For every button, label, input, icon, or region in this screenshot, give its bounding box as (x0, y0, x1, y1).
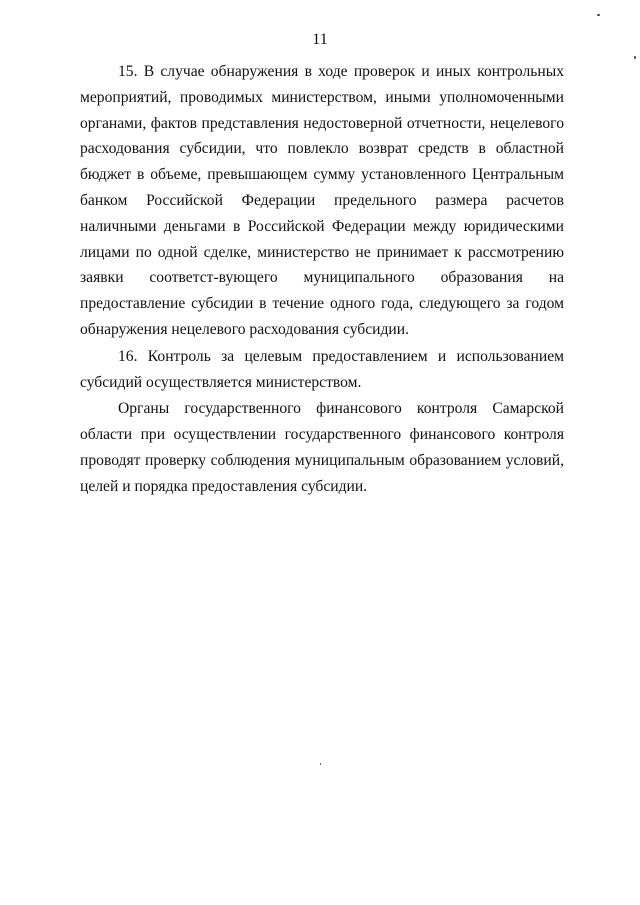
scan-speck (597, 14, 600, 16)
paragraph-control-bodies: Органы государственного финансового контроля Самарской области при осуществлении государственного финансового контроля проводят проверку соблюдения муниципальным образованием условий, целей и порядка предоставления субсидии. (80, 400, 564, 495)
paragraph-16: 16. Контроль за целевым предоставлением и использованием субсидий осуществляется министерством. (80, 347, 564, 391)
paragraph-15: 15. В случае обнаружения в ходе проверок и иных контрольных мероприятий, проводимых министерством, иными уполномоченными органами, фактов представления недостоверной отчетности, нецелевого расходования субсидии, что повлекло возврат средств в областной бюджет в объеме, превышающем сумму установленного Центральным банком Российской Федерации предельного размера расчетов наличными деньгами в Российской Федерации между юридическими лицами по одной сделке, министерство не принимает к рассмотрению заявки соответст-вующего муниципального образования на предоставление субсидии в течение одного года, следующего за годом обнаружения нецелевого расходования субсидии. (80, 63, 564, 338)
page-number: 11 (312, 31, 328, 48)
scan-speck (634, 56, 636, 59)
document-body (80, 59, 564, 500)
scan-speck (320, 763, 321, 765)
